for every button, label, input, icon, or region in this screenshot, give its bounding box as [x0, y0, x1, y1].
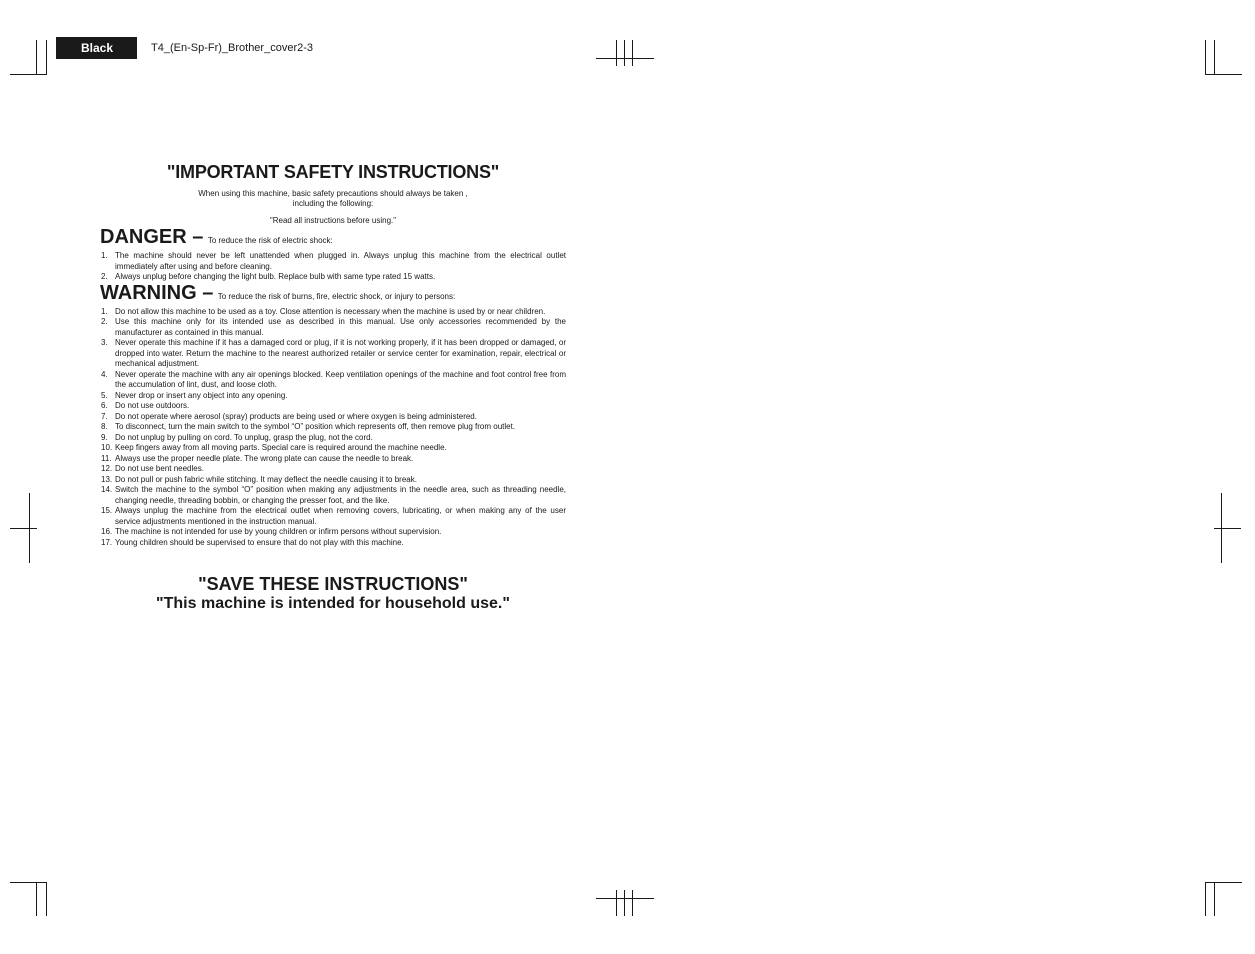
crop-mark-tl-v1 [36, 40, 37, 75]
list-item [100, 251, 566, 272]
list-item [100, 485, 566, 506]
intro-line-2: including the following: [292, 199, 374, 208]
crop-mark-bl-v2 [46, 882, 47, 916]
list-item-number: 6. [101, 401, 108, 410]
list-item-text: Use this machine only for its intended use as described in this manual. Use only accessories recommended by the manufacturer as contained in this manual. [115, 317, 566, 337]
danger-subtitle: To reduce the risk of electric shock: [207, 236, 333, 245]
crop-mark-bc-h [596, 898, 654, 899]
list-item [100, 527, 566, 538]
list-item-number: 17. [101, 537, 113, 547]
warning-heading [100, 283, 566, 307]
list-item [100, 317, 566, 338]
list-item [100, 475, 566, 486]
list-item-text: Always use the proper needle plate. The wrong plate can cause the needle to break. [115, 453, 414, 463]
list-item-number: 13. [101, 474, 113, 484]
list-item-text: Never operate the machine with any air openings blocked. Keep ventilation openings of the machine and foot control free from the accumulation of lint, dust, and loose cloth. [115, 369, 566, 389]
list-item-text: Do not pull or push fabric while stitching. It may deflect the needle causing it to break. [115, 474, 417, 484]
crop-mark-bc-v1 [616, 890, 617, 916]
crop-mark-br-h [1205, 882, 1242, 883]
list-item-text: Do not use bent needles. [115, 464, 204, 473]
list-item [100, 391, 566, 402]
list-item-text: The machine is not intended for use by young children or infirm persons without supervision. [115, 527, 442, 536]
list-item-number: 4. [101, 369, 108, 379]
list-item [100, 538, 566, 549]
list-item-number: 16. [101, 527, 113, 536]
crop-mark-ml-h [10, 528, 37, 529]
list-item-text: Do not unplug by pulling on cord. To unplug, grasp the plug, not the cord. [115, 432, 373, 442]
list-item-number: 11. [101, 453, 112, 463]
crop-mark-tr-h [1205, 74, 1242, 75]
list-item-text: The machine should never be left unattended when plugged in. Always unplug this machine from the electrical outlet immediately after using and before cleaning. [115, 251, 566, 271]
list-item-text: Do not use outdoors. [115, 401, 190, 410]
list-item-number: 8. [101, 422, 108, 431]
list-item [100, 433, 566, 444]
page-title: "IMPORTANT SAFETY INSTRUCTIONS" [166, 162, 500, 182]
crop-mark-tr-v2 [1214, 40, 1215, 75]
list-item [100, 307, 566, 318]
color-label: Black [56, 37, 137, 59]
list-item-number: 3. [101, 338, 108, 347]
crop-mark-tc-v1 [616, 40, 617, 66]
crop-mark-br-v1 [1205, 882, 1206, 916]
crop-mark-tl-h [10, 74, 47, 75]
list-item-number: 14. [101, 485, 113, 494]
list-item [100, 338, 566, 370]
list-item-text: Always unplug before changing the light bulb. Replace bulb with same type rated 15 watts. [115, 272, 436, 281]
list-item-number: 10. [101, 443, 113, 452]
crop-mark-mr-h [1214, 528, 1241, 529]
list-item-number: 7. [101, 411, 108, 421]
crop-mark-bl-v1 [36, 882, 37, 916]
list-item-number: 1. [101, 251, 108, 260]
list-item-number: 15. [101, 506, 113, 515]
list-item [100, 401, 566, 412]
list-item [100, 272, 566, 283]
list-item [100, 370, 566, 391]
list-item-text: Keep fingers away from all moving parts. Special care is required around the machine needle. [115, 443, 447, 452]
list-item-number: 5. [101, 390, 108, 400]
warning-list [100, 307, 566, 549]
list-item [100, 506, 566, 527]
crop-mark-bc-v3 [632, 890, 633, 916]
crop-mark-mr-v [1221, 493, 1222, 563]
crop-mark-bc-v2 [624, 890, 625, 916]
read-all-note: "Read all instructions before using." [269, 216, 397, 225]
list-item [100, 443, 566, 454]
list-item [100, 422, 566, 433]
list-item-text: Always unplug the machine from the electrical outlet when removing covers, lubricating, or when making any of the user service adjustments mentioned in the instruction manual. [115, 506, 566, 526]
list-item-text: Do not operate where aerosol (spray) products are being used or where oxygen is being administered. [115, 411, 477, 421]
list-item-text: Do not allow this machine to be used as a toy. Close attention is necessary when the machine is used by or near children. [115, 306, 546, 316]
warning-subtitle: To reduce the risk of burns, fire, electric shock, or injury to persons: [217, 291, 456, 301]
crop-mark-tc-v2 [624, 40, 625, 66]
list-item-number: 2. [101, 272, 108, 281]
list-item-number: 2. [101, 317, 108, 326]
crop-mark-tr-v1 [1205, 40, 1206, 75]
save-instructions: "SAVE THESE INSTRUCTIONS" [198, 574, 468, 594]
crop-mark-bl-h [10, 882, 47, 883]
crop-mark-tl-v2 [46, 40, 47, 75]
crop-mark-tc-h [596, 58, 654, 59]
danger-title: DANGER – [100, 226, 204, 248]
filename-label: T4_(En-Sp-Fr)_Brother_cover2-3 [151, 42, 314, 54]
danger-list [100, 251, 566, 283]
intro-line-1: When using this machine, basic safety precautions should always be taken , [198, 189, 468, 198]
warning-title: WARNING – [100, 281, 214, 304]
list-item-text: Switch the machine to the symbol “O” position when making any adjustments in the needle area, such as threading needle, changing needle, threading bobbin, or changing the presser foot, and the like. [115, 485, 566, 505]
crop-mark-ml-v [29, 493, 30, 563]
list-item-text: Young children should be supervised to ensure that do not play with this machine. [115, 537, 404, 547]
danger-heading [100, 227, 566, 251]
crop-mark-tc-v3 [632, 40, 633, 66]
list-item-number: 9. [101, 432, 108, 442]
household-use-note: "This machine is intended for household use." [156, 595, 510, 612]
list-item-text: To disconnect, turn the main switch to the symbol “O” position which represents off, then remove plug from outlet. [115, 422, 516, 431]
list-item [100, 454, 566, 465]
safety-instructions [100, 162, 566, 614]
list-item [100, 412, 566, 423]
list-item-number: 1. [101, 306, 108, 316]
list-item [100, 464, 566, 475]
list-item-text: Never drop or insert any object into any opening. [115, 390, 288, 400]
list-item-number: 12. [101, 464, 113, 473]
crop-mark-br-v2 [1214, 882, 1215, 916]
list-item-text: Never operate this machine if it has a damaged cord or plug, if it is not working properly, if it has been dropped or damaged, or dropped into water. Return the machine to the nearest authorized retailer or service center for examination, repair, electrical or mechanical adjustment. [115, 338, 566, 368]
